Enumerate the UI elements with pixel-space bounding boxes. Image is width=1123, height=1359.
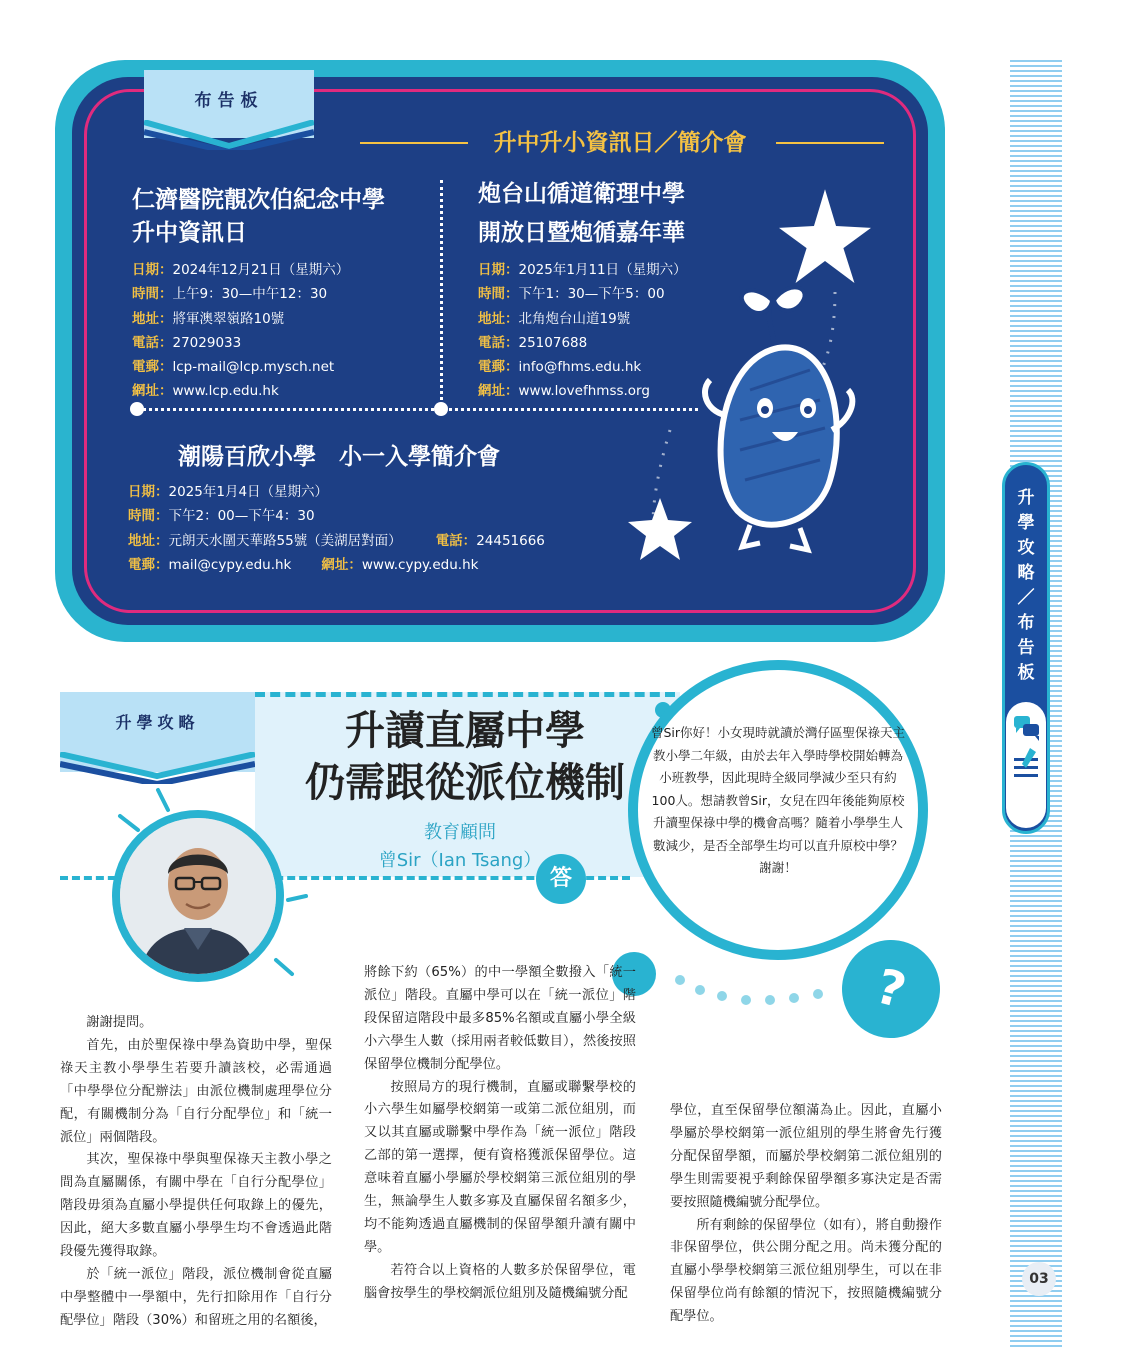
article-column-3 <box>670 1100 942 1329</box>
event3-details <box>128 480 545 577</box>
author-name: 曾Sir（Ian Tsang） <box>378 850 542 871</box>
divider-dot-left <box>130 402 144 416</box>
article-paragraph: 將餘下約（65%）的中一學額全數撥入「統一派位」階段。直屬中學可以在「統一派位」階段保留這階段中最多85%名額或直屬小學全級小六學生人數（採用兩者較低數目），然後按照保留學位機制分配學位。 <box>364 965 636 1072</box>
event1-address-row: 地址：將軍澳翠嶺路10號 <box>132 310 285 327</box>
mascot-illustration <box>600 180 890 590</box>
question-mark-icon: ? <box>831 929 951 1049</box>
event3-website-link[interactable]: www.cypy.edu.hk <box>361 556 479 573</box>
divider-dot-center <box>434 402 448 416</box>
event2-phone-row: 電話：25107688 <box>478 334 588 351</box>
article-paragraph: 若符合以上資格的人數多於保留學位，電腦會按學生的學校網派位組別及隨機編號分配 <box>364 1262 636 1301</box>
section-side-tab-label: 升學攻略／布告板 <box>1017 488 1035 683</box>
event3-time-row: 時間：下午2：00—下午4：30 <box>128 508 315 525</box>
event1-website-row: 網址：www.lcp.edu.hk <box>132 383 279 400</box>
event3-email-web-row: 電郵：mail@cypy.edu.hk 網址：www.cypy.edu.hk <box>128 556 479 573</box>
article-paragraph: 於「統一派位」階段，派位機制會從直屬中學整體中一學額中，先行扣除用作「自行分配學位」階段（30%）和留班之用的名額後， <box>60 1266 332 1328</box>
event2-email-row: 電郵：info@fhms.edu.hk <box>478 359 642 376</box>
event1-email-row: 電郵：lcp-mail@lcp.mysch.net <box>132 359 335 376</box>
event2-title-line1: 炮台山循道衛理中學 <box>478 181 685 207</box>
article-paragraph: 其次，聖保祿中學與聖保祿天主教小學之間為直屬關係，有關中學在「自行分配學位」階段毋須為直屬小學提供任何取錄上的優先，因此，絕大多數直屬小學學生均不會透過此階段優先獲得取錄。 <box>60 1152 332 1260</box>
event3-title: 潮陽百欣小學 小一入學簡介會 <box>178 444 500 470</box>
bubble-dotted-connector <box>600 940 850 1020</box>
event1-title-line2: 升中資訊日 <box>132 220 247 246</box>
event1-website-link[interactable]: www.lcp.edu.hk <box>172 383 279 400</box>
banner-rule-right <box>776 142 884 144</box>
event2-address-row: 地址：北角炮台山道19號 <box>478 310 631 327</box>
event1-title-line1: 仁濟醫院靚次伯紀念中學 <box>132 187 385 213</box>
event3-email-link[interactable]: mail@cypy.edu.hk <box>168 556 292 573</box>
qa-top-dashed-rule <box>255 692 675 697</box>
event1-email-link[interactable]: lcp-mail@lcp.mysch.net <box>172 359 335 376</box>
tag-chevron-decoration <box>144 120 314 150</box>
star-icon-large <box>779 189 871 283</box>
banner-rule-left <box>360 142 468 144</box>
event1-date-row: 日期：2024年12月21日（星期六） <box>132 262 350 278</box>
event2-website-row: 網址：www.lovefhmss.org <box>478 383 650 400</box>
event2-website-link[interactable]: www.lovefhmss.org <box>518 383 650 400</box>
event2-date-row: 日期：2025年1月11日（星期六） <box>478 262 687 278</box>
event2-time-row: 時間：下午1：30—下午5：00 <box>478 286 665 303</box>
notice-board-tag: 布告板 <box>194 91 264 111</box>
notice-banner-title: 升中升小資訊日／簡介會 <box>493 130 747 156</box>
chat-notebook-icon <box>1006 702 1046 828</box>
author-photo <box>120 818 276 974</box>
article-paragraph: 學位，直至保留學位額滿為止。因此，直屬小學屬於學校網第一派位組別的學生將會先行獲分配保留學額，而屬於學校網第二派位組別的學生則需要視乎剩餘保留學額多寡決定是否需要按照隨機編號分配學位。 <box>670 1103 942 1210</box>
event1-details <box>132 258 349 404</box>
event3-date-row: 日期：2025年1月4日（星期六） <box>128 484 329 500</box>
article-headline-line2: 仍需跟從派位機制 <box>305 760 625 806</box>
article-headline-line1: 升讀直屬中學 <box>345 708 585 754</box>
event2-email-link[interactable]: info@fhms.edu.hk <box>518 359 642 376</box>
event2-title-line2: 開放日暨炮循嘉年華 <box>478 220 685 246</box>
vertical-dotted-divider <box>440 180 443 406</box>
answer-badge: 答 <box>536 854 586 904</box>
article-paragraph: 謝謝提問。 <box>86 1015 153 1030</box>
page-number: 03 <box>1022 1262 1056 1296</box>
event1-phone-row: 電話：27029033 <box>132 334 242 351</box>
article-paragraph: 按照局方的現行機制，直屬或聯繫學校的小六學生如屬學校網第一或第二派位組別，而又以其直屬或聯繫中學作為「統一派位」階段乙部的第一選擇，便有資格獲派保留學位。這意味着直屬小學屬於學校網第三派位組別的學生，無論學生人數多寡及直屬保留名額多少，均不能夠透過直屬機制的保留學額升讀有關中學。 <box>364 1079 636 1255</box>
potato-sprout-mascot <box>705 287 852 550</box>
event1-time-row: 時間：上午9：30—中午12：30 <box>132 286 328 303</box>
article-paragraph: 首先，由於聖保祿中學為資助中學，聖保祿天主教小學學生若要升讀該校，必需通過「中學學位分配辦法」由派位機制處理學位分配，有關機制分為「自行分配學位」和「統一派位」兩個階段。 <box>60 1037 332 1145</box>
reader-question: 曾Sir你好！小女現時就讀於灣仔區聖保祿天主教小學二年級，由於去年入學時學校開始轉為小班教學，因此現時全級同學減少至只有約100人。想請教曾Sir，女兒在四年後能夠原校升讀聖保祿中學的機會高嗎？隨着小學學生人數減少，是否全部學生均可以直升原校中學？謝謝！ <box>650 725 906 875</box>
star-icon-small <box>628 498 692 560</box>
event3-address-phone-row: 地址：元朗天水圍天華路55號（美湖居對面） 電話：24451666 <box>128 532 545 549</box>
qa-section-tag: 升學攻略 <box>115 713 200 732</box>
article-column-1 <box>60 1012 332 1333</box>
article-column-2 <box>364 962 636 1306</box>
author-role: 教育顧問 <box>424 822 496 843</box>
article-paragraph: 所有剩餘的保留學位（如有），將自動撥作非保留學位，供公開分配之用。尚未獲分配的直屬小學學校網第三派位組別學生，可以在非保留學位尚有餘額的情況下，按照隨機編號分配學位。 <box>670 1217 942 1325</box>
